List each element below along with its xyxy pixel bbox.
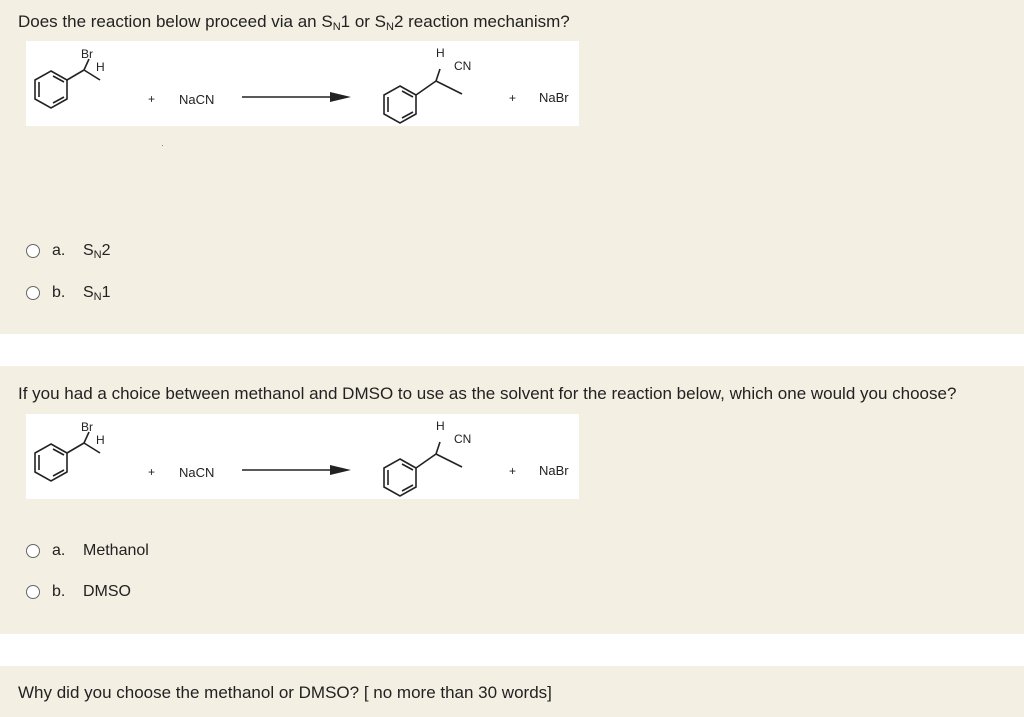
question-2-text: If you had a choice between methanol and DMSO to use as the solvent for the reaction below, which one would you choose? — [18, 384, 957, 403]
product-benzene-ring — [384, 69, 462, 123]
option-1a[interactable]: a. SN2 — [26, 242, 111, 260]
byproduct-nabr: NaBr — [539, 463, 569, 478]
reagent-nacn: NaCN — [179, 465, 215, 480]
reactant-label-h: H — [96, 60, 105, 74]
option-2a-label: Methanol — [83, 542, 149, 559]
radio-button-2a[interactable] — [26, 544, 40, 558]
option-2a[interactable]: a. Methanol — [26, 542, 149, 560]
question-1-panel — [0, 0, 1024, 334]
radio-button-1b[interactable] — [26, 286, 40, 300]
reaction-arrow-head — [330, 465, 351, 475]
plus-sign-1: + — [148, 465, 156, 479]
option-2b[interactable]: b. DMSO — [26, 583, 131, 601]
reaction-arrow-head — [330, 92, 351, 102]
product-label-h: H — [436, 46, 445, 60]
plus-sign-1: + — [148, 92, 156, 106]
option-1b-label: SN1 — [83, 284, 111, 303]
question-3-text: Why did you choose the methanol or DMSO? [ no more than 30 words] — [18, 683, 552, 702]
product-label-h: H — [436, 419, 445, 433]
option-1b[interactable]: b. SN1 — [26, 284, 111, 302]
reaction-diagram — [26, 414, 579, 499]
reagent-nacn: NaCN — [179, 92, 215, 107]
stray-dot — [162, 145, 163, 146]
option-1a-label: SN2 — [83, 242, 111, 261]
reactant-benzene-ring — [35, 59, 100, 108]
radio-button-1a[interactable] — [26, 244, 40, 258]
plus-sign-2: + — [509, 91, 517, 105]
reactant-label-h: H — [96, 433, 105, 447]
question-2-panel — [0, 366, 1024, 634]
byproduct-nabr: NaBr — [539, 90, 569, 105]
reaction-scheme-1 — [26, 41, 579, 126]
question-3-panel — [0, 666, 1024, 717]
plus-sign-2: + — [509, 464, 517, 478]
reaction-scheme-2 — [26, 414, 579, 499]
reactant-benzene-ring — [35, 432, 100, 481]
reaction-diagram — [26, 41, 579, 126]
product-benzene-ring — [384, 442, 462, 496]
option-2b-label: DMSO — [83, 583, 131, 600]
product-label-cn: CN — [454, 432, 472, 446]
reactant-label-br: Br — [81, 420, 93, 434]
reactant-label-br: Br — [81, 47, 93, 61]
question-1-text: Does the reaction below proceed via an SN1 or SN2 reaction mechanism? — [18, 12, 570, 33]
radio-button-2b[interactable] — [26, 585, 40, 599]
product-label-cn: CN — [454, 59, 472, 73]
